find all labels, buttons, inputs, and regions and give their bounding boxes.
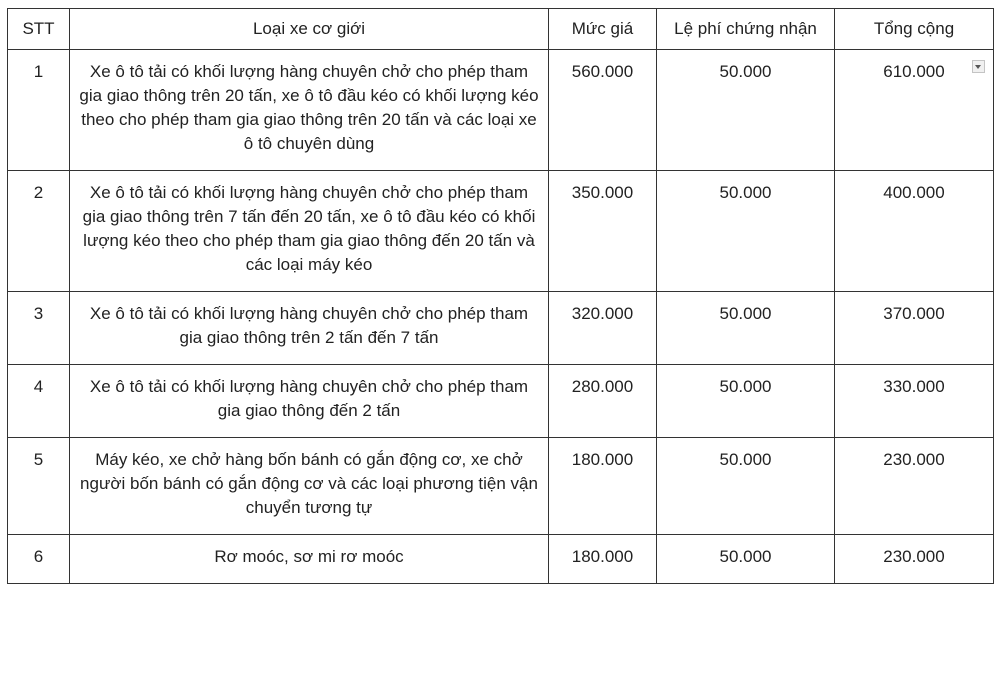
cell-total — [835, 50, 994, 171]
cell-price: 180.000 — [549, 438, 657, 535]
cell-vehicle-type: Xe ô tô tải có khối lượng hàng chuyên chở cho phép tham gia giao thông trên 20 tấn, xe ô tô đầu kéo có khối lượng kéo theo cho phép tham gia giao thông trên 20 tấn và các loại xe ô tô chuyên dùng — [70, 50, 549, 171]
cell-certificate-fee: 50.000 — [657, 535, 835, 584]
table-row — [8, 292, 994, 365]
chevron-down-icon[interactable] — [972, 60, 985, 73]
fee-table — [7, 8, 994, 584]
cell-total: 330.000 — [835, 365, 994, 438]
cell-price: 560.000 — [549, 50, 657, 171]
cell-stt: 5 — [8, 438, 70, 535]
cell-total-value: 610.000 — [883, 62, 945, 81]
cell-vehicle-type: Xe ô tô tải có khối lượng hàng chuyên chở cho phép tham gia giao thông trên 2 tấn đến 7 tấn — [70, 292, 549, 365]
table-body — [8, 50, 994, 584]
cell-vehicle-type: Xe ô tô tải có khối lượng hàng chuyên chở cho phép tham gia giao thông đến 2 tấn — [70, 365, 549, 438]
header-row — [8, 9, 994, 50]
cell-certificate-fee: 50.000 — [657, 438, 835, 535]
cell-total: 400.000 — [835, 171, 994, 292]
cell-price: 180.000 — [549, 535, 657, 584]
table-row — [8, 171, 994, 292]
header-certificate-fee: Lệ phí chứng nhận — [657, 9, 835, 50]
cell-price: 280.000 — [549, 365, 657, 438]
cell-vehicle-type: Rơ moóc, sơ mi rơ moóc — [70, 535, 549, 584]
cell-total: 370.000 — [835, 292, 994, 365]
header-price: Mức giá — [549, 9, 657, 50]
cell-total: 230.000 — [835, 535, 994, 584]
header-vehicle-type: Loại xe cơ giới — [70, 9, 549, 50]
table-row — [8, 365, 994, 438]
cell-stt: 1 — [8, 50, 70, 171]
header-stt: STT — [8, 9, 70, 50]
table-row — [8, 535, 994, 584]
table-row — [8, 50, 994, 171]
cell-certificate-fee: 50.000 — [657, 171, 835, 292]
cell-stt: 6 — [8, 535, 70, 584]
cell-stt: 2 — [8, 171, 70, 292]
table-header — [8, 9, 994, 50]
table-row — [8, 438, 994, 535]
cell-vehicle-type: Máy kéo, xe chở hàng bốn bánh có gắn động cơ, xe chở người bốn bánh có gắn động cơ và các loại phương tiện vận chuyển tương tự — [70, 438, 549, 535]
cell-stt: 3 — [8, 292, 70, 365]
header-total: Tổng cộng — [835, 9, 994, 50]
cell-price: 350.000 — [549, 171, 657, 292]
cell-stt: 4 — [8, 365, 70, 438]
cell-total: 230.000 — [835, 438, 994, 535]
cell-vehicle-type: Xe ô tô tải có khối lượng hàng chuyên chở cho phép tham gia giao thông trên 7 tấn đến 20 tấn, xe ô tô đầu kéo có khối lượng kéo theo cho phép tham gia giao thông đến 20 tấn và các loại máy kéo — [70, 171, 549, 292]
cell-certificate-fee: 50.000 — [657, 50, 835, 171]
cell-price: 320.000 — [549, 292, 657, 365]
cell-certificate-fee: 50.000 — [657, 365, 835, 438]
cell-certificate-fee: 50.000 — [657, 292, 835, 365]
